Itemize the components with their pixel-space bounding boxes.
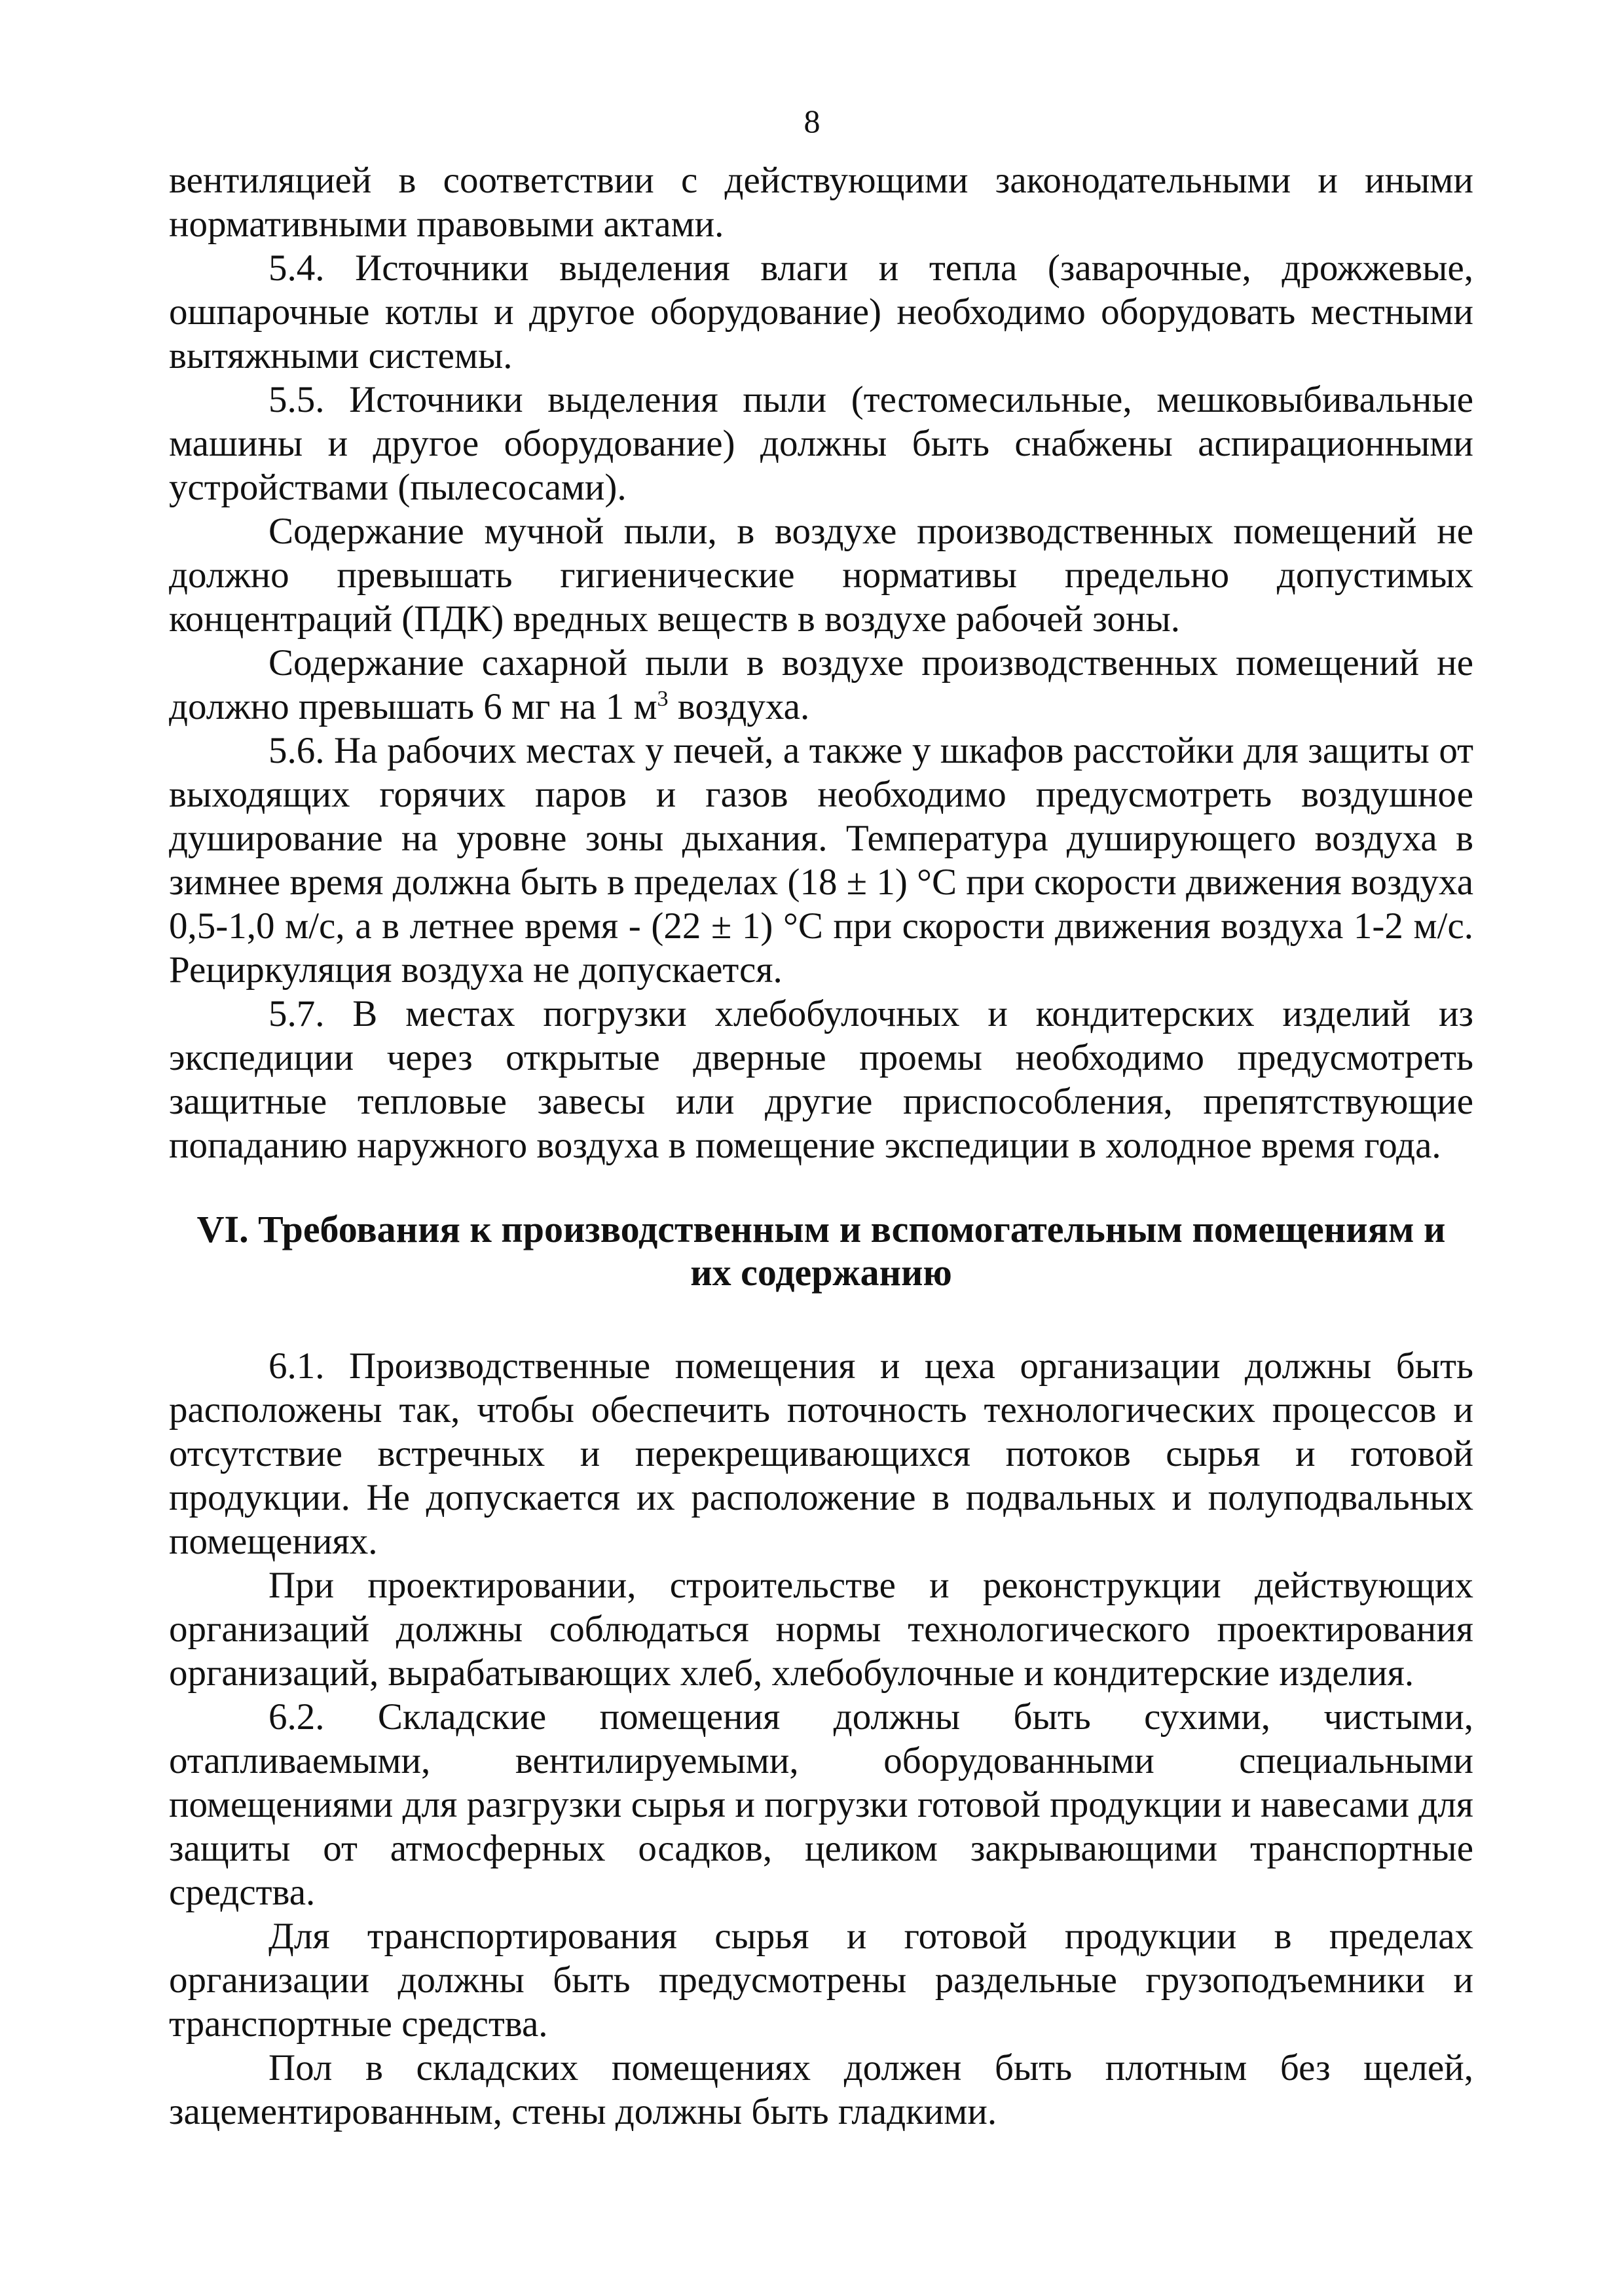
cubic-superscript: 3 [657, 687, 669, 711]
paragraph-5-7: 5.7. В местах погрузки хлебобулочных и кондитерских изделий из экспедиции через открытые дверные проемы необходимо предусмотреть защитные тепловые завесы или другие приспособления, препятствующие попаданию наружного воздуха в помещение экспедиции в холодное время года. [169, 993, 1473, 1166]
page-number: 8 [803, 103, 821, 139]
paragraph-floor: Пол в складских помещениях должен быть плотным без щелей, зацементированным, стены должны быть гладкими. [169, 2047, 1473, 2132]
paragraph-sugar-dust [169, 641, 1473, 729]
paragraph-continuation: вентиляцией в соответствии с действующими законодательными и иными нормативными правовыми актами. [169, 160, 1473, 245]
paragraph-5-6: 5.6. На рабочих местах у печей, а также у шкафов расстойки для защиты от выходящих горячих паров и газов необходимо предусмотреть воздушное душирование на уровне зоны дыхания. Температура душирующего воздуха в зимнее время должна быть в пределах (18 ± 1) °С при скорости движения воздуха 0,5-1,0 м/с, а в летнее время - (22 ± 1) °С при скорости движения воздуха 1-2 м/с. Рециркуляция воздуха не допускается. [169, 730, 1473, 991]
section-vi-heading [169, 1208, 1473, 1294]
heading-line-2: их содержанию [690, 1251, 952, 1294]
sugar-dust-tail: воздуха. [668, 686, 810, 727]
sugar-dust-text: Содержание сахарной пыли в воздухе производственных помещений не должно превышать 6 мг на 1 м [169, 642, 1473, 727]
paragraph-flour-dust: Содержание мучной пыли, в воздухе производственных помещений не должно превышать гигиенические нормативы предельно допустимых концентраций (ПДК) вредных веществ в воздухе рабочей зоны. [169, 511, 1473, 640]
heading-line-1: VI. Требования к производственным и вспомогательным помещениям и [196, 1208, 1446, 1250]
paragraph-5-5: 5.5. Источники выделения пыли (тестомесильные, мешковыбивальные машины и другое оборудование) должны быть снабжены аспирационными устройствами (пылесосами). [169, 379, 1473, 508]
paragraph-6-2: 6.2. Складские помещения должны быть сухими, чистыми, отапливаемыми, вентилируемыми, оборудованными специальными помещениями для разгрузки сырья и погрузки готовой продукции и навесами для защиты от атмосферных осадков, целиком закрывающими транспортные средства. [169, 1696, 1473, 1913]
paragraph-transport: Для транспортирования сырья и готовой продукции в пределах организации должны быть предусмотрены раздельные грузоподъемники и транспортные средства. [169, 1916, 1473, 2045]
paragraph-6-1: 6.1. Производственные помещения и цеха организации должны быть расположены так, чтобы обеспечить поточность технологических процессов и отсутствие встречных и перекрещивающихся потоков сырья и готовой продукции. Не допускается их расположение в подвальных и полуподвальных помещениях. [169, 1345, 1473, 1562]
paragraph-5-4: 5.4. Источники выделения влаги и тепла (заварочные, дрожжевые, ошпарочные котлы и другое оборудование) необходимо оборудовать местными вытяжными системы. [169, 247, 1473, 376]
section-bottom-text [169, 1344, 1473, 2134]
section-top-text [169, 158, 1473, 1167]
paragraph-design-norms: При проектировании, строительстве и реконструкции действующих организаций должны соблюдаться нормы технологического проектирования организаций, вырабатывающих хлеб, хлебобулочные и кондитерские изделия. [169, 1565, 1473, 1694]
